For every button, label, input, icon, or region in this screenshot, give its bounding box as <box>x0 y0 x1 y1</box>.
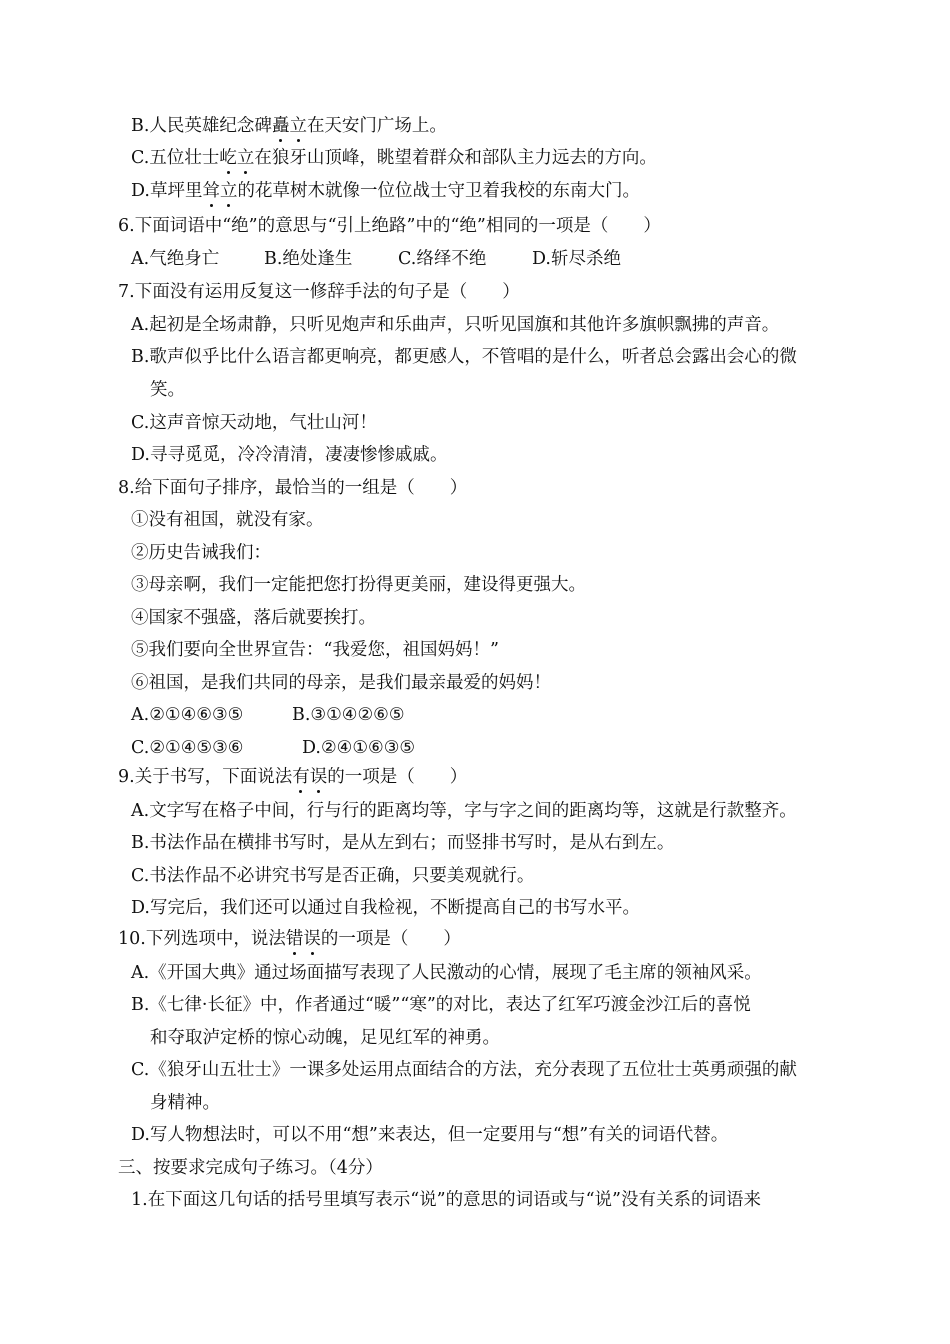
q9-option-b: B.书法作品在横排书写时，是从左到右；而竖排书写时，是从右到左。 <box>131 833 675 853</box>
q7-option-a: A.起初是全场肃静，只听见炮声和乐曲声，只听见国旗和其他许多旗帜飘拂的声音。 <box>131 315 780 335</box>
q8-option-c: C.②①④⑤③⑥ <box>131 738 244 758</box>
q8-sentence: ①没有祖国，就没有家。 <box>131 510 324 530</box>
q8-sentence: ③母亲啊，我们一定能把您打扮得更美丽，建设得更强大。 <box>131 575 586 595</box>
q10-option-d: D.写人物想法时，可以不用“想”来表达，但一定要用与“想”有关的词语代替。 <box>131 1125 729 1145</box>
q5-option-c: C.五位壮士屹立在狼牙山顶峰，眺望着群众和部队主力远去的方向。 <box>131 148 657 168</box>
emphasis-char: 误 <box>309 767 328 787</box>
q8-sentence: ⑤我们要向全世界宣告：“我爱您，祖国妈妈！” <box>131 640 499 660</box>
q10-stem: 10.下列选项中，说法错误的一项是（ ） <box>118 929 461 949</box>
q6-option-a: A.气绝身亡 <box>131 249 220 269</box>
q6-option-c: C.络绎不绝 <box>398 249 487 269</box>
q8-sentence: ②历史告诫我们： <box>131 543 271 563</box>
q9-option-d: D.写完后，我们还可以通过自我检视，不断提高自己的书写水平。 <box>131 898 640 918</box>
q7-option-b-cont: 笑。 <box>150 380 185 400</box>
q8-stem: 8.给下面句子排序，最恰当的一组是（ ） <box>118 478 468 498</box>
emphasis-char: 立 <box>219 181 238 201</box>
section-3-item-1: 1.在下面这几句话的括号里填写表示“说”的意思的词语或与“说”没有关系的词语来 <box>131 1190 761 1210</box>
q8-option-a: A.②①④⑥③⑤ <box>131 705 244 725</box>
section-3-heading: 三、按要求完成句子练习。（4分） <box>118 1158 383 1178</box>
q6-option-d: D.斩尽杀绝 <box>532 249 621 269</box>
q8-option-b: B.③①④②⑥⑤ <box>292 705 405 725</box>
emphasis-char: 屹 <box>219 148 237 168</box>
q9-stem: 9.关于书写，下面说法有误的一项是（ ） <box>118 767 468 787</box>
q8-sentence: ⑥祖国，是我们共同的母亲，是我们最亲最爱的妈妈！ <box>131 673 551 693</box>
q9-option-c: C.书法作品不必讲究书写是否正确，只要美观就行。 <box>131 866 535 886</box>
emphasis-char: 耸 <box>202 181 220 201</box>
q6-stem: 6.下面词语中“绝”的意思与“引上绝路”中的“绝”相同的一项是（ ） <box>118 216 661 236</box>
emphasis-char: 误 <box>303 929 321 949</box>
q10-option-c-cont: 身精神。 <box>150 1093 220 1113</box>
q10-option-c: C.《狼牙山五壮士》一课多处运用点面结合的方法，充分表现了五位壮士英勇顽强的献 <box>131 1060 797 1080</box>
q5-option-d: D.草坪里耸立的花草树木就像一位位战士守卫着我校的东南大门。 <box>131 181 640 201</box>
q8-sentence: ④国家不强盛，落后就要挨打。 <box>131 608 376 628</box>
emphasis-char: 立 <box>236 148 255 168</box>
q7-option-c: C.这声音惊天动地，气壮山河！ <box>131 413 377 433</box>
q5-option-b: B.人民英雄纪念碑矗立在天安门广场上。 <box>131 116 447 136</box>
emphasis-char: 立 <box>289 116 307 136</box>
emphasis-char: 有 <box>292 767 310 787</box>
q8-option-d: D.②④①⑥③⑤ <box>302 738 416 758</box>
q7-option-d: D.寻寻觅觅，冷冷清清，凄凄惨惨戚戚。 <box>131 445 448 465</box>
q9-option-a: A.文字写在格子中间，行与行的距离均等，字与字之间的距离均等，这就是行款整齐。 <box>131 801 797 821</box>
q10-option-b: B.《七律·长征》中，作者通过“暖”“寒”的对比，表达了红军巧渡金沙江后的喜悦 <box>131 995 751 1015</box>
q7-stem: 7.下面没有运用反复这一修辞手法的句子是（ ） <box>118 282 520 302</box>
emphasis-char: 矗 <box>271 116 290 136</box>
q10-option-a: A.《开国大典》通过场面描写表现了人民激动的心情，展现了毛主席的领袖风采。 <box>131 963 762 983</box>
q7-option-b: B.歌声似乎比什么语言都更响亮，都更感人，不管唱的是什么，听者总会露出会心的微 <box>131 347 797 367</box>
q6-option-b: B.绝处逢生 <box>264 249 353 269</box>
q10-option-b-cont: 和夺取泸定桥的惊心动魄，足见红军的神勇。 <box>150 1028 500 1048</box>
emphasis-char: 错 <box>285 929 304 949</box>
